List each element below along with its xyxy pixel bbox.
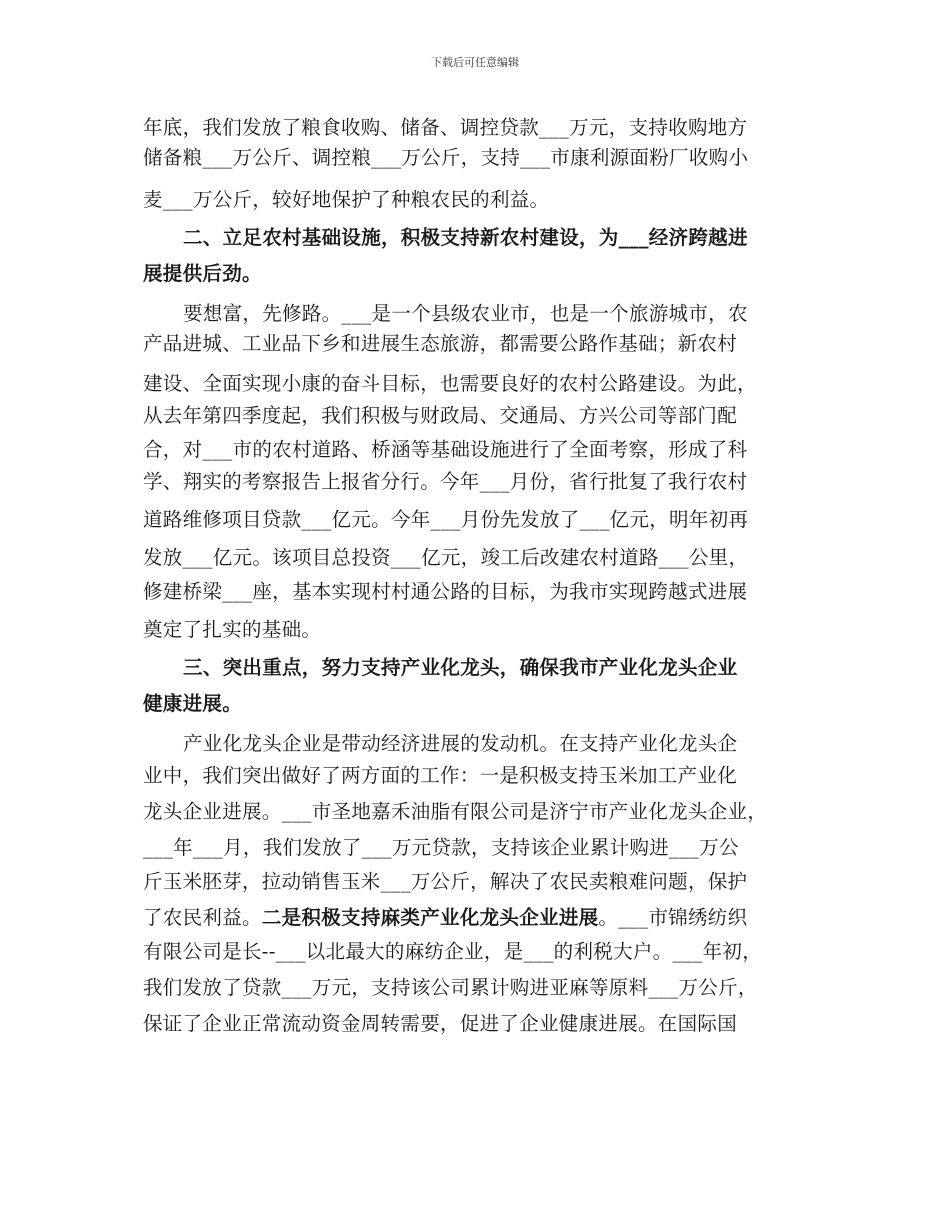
text-line: ___年___月，我们发放了___万元贷款，支持该企业累计购进___万公 <box>143 836 739 859</box>
text-line: 合，对___市的农村道路、桥涵等基础设施进行了全面考察，形成了科 <box>143 438 748 461</box>
text-line: 储备粮___万公斤、调控粮___万公斤，支持___市康利源面粉厂收购小 <box>143 146 749 169</box>
text-line: 道路维修项目贷款___亿元。今年___月份先发放了___亿元，明年初再 <box>143 508 749 531</box>
text-line: 二、立足农村基础设施，积极支持新农村建设，为___经济跨越进 <box>183 226 748 249</box>
text-line: 保证了企业正常流动资金周转需要，促进了企业健康进展。在国际国 <box>143 1012 738 1035</box>
text-segment: 。___市锦绣纺织 <box>598 906 748 929</box>
text-segment: 了农民利益。 <box>143 906 262 929</box>
text-line: 学、翔实的考察报告上报省分行。今年___月份，省行批复了我行农村 <box>143 470 748 493</box>
text-line: 我们发放了贷款___万元，支持该公司累计购进亚麻等原料___万公斤， <box>143 976 758 999</box>
text-line: 斤玉米胚芽，拉动销售玉米___万公斤，解决了农民卖粮难问题，保护 <box>143 870 748 893</box>
text-line: 年底，我们发放了粮食收购、储备、调控贷款___万元，支持收购地方 <box>143 116 748 139</box>
text-line: 要想富，先修路。___是一个县级农业市，也是一个旅游城市，农 <box>183 302 748 325</box>
text-line: 展提供后劲。 <box>143 262 262 285</box>
bold-segment: 二是积极支持麻类产业化龙头企业进展 <box>261 906 599 929</box>
text-line <box>143 906 823 930</box>
page-header: 下载后可任意编辑 <box>431 56 519 69</box>
text-line: 业中，我们突出做好了两方面的工作：一是积极支持玉米加工产业化 <box>143 764 738 787</box>
text-line: 奠定了扎实的基础。 <box>143 618 322 641</box>
text-line: 建设、全面实现小康的奋斗目标，也需要良好的农村公路建设。为此， <box>143 372 757 395</box>
text-line: 麦___万公斤，较好地保护了种粮农民的利益。 <box>143 188 550 211</box>
text-line: 有限公司是长--___以北最大的麻纺企业，是___的利税大户。___年初， <box>143 940 763 963</box>
text-line: 三、突出重点，努力支持产业化龙头，确保我市产业化龙头企业 <box>183 656 738 679</box>
text-line: 发放___亿元。该项目总投资___亿元，竣工后改建农村道路___公里， <box>143 546 749 569</box>
text-line: 产业化龙头企业是带动经济进展的发动机。在支持产业化龙头企 <box>183 732 738 755</box>
text-line: 产品进城、工业品下乡和进展生态旅游，都需要公路作基础；新农村 <box>143 332 738 355</box>
text-line: 龙头企业进展。___市圣地嘉禾油脂有限公司是济宁市产业化龙头企业， <box>143 800 768 823</box>
text-line: 从去年第四季度起，我们积极与财政局、交通局、方兴公司等部门配 <box>143 404 738 427</box>
text-line: 健康进展。 <box>143 692 243 715</box>
text-line: 修建桥梁___座，基本实现村村通公路的目标，为我市实现跨越式进展 <box>143 580 748 603</box>
